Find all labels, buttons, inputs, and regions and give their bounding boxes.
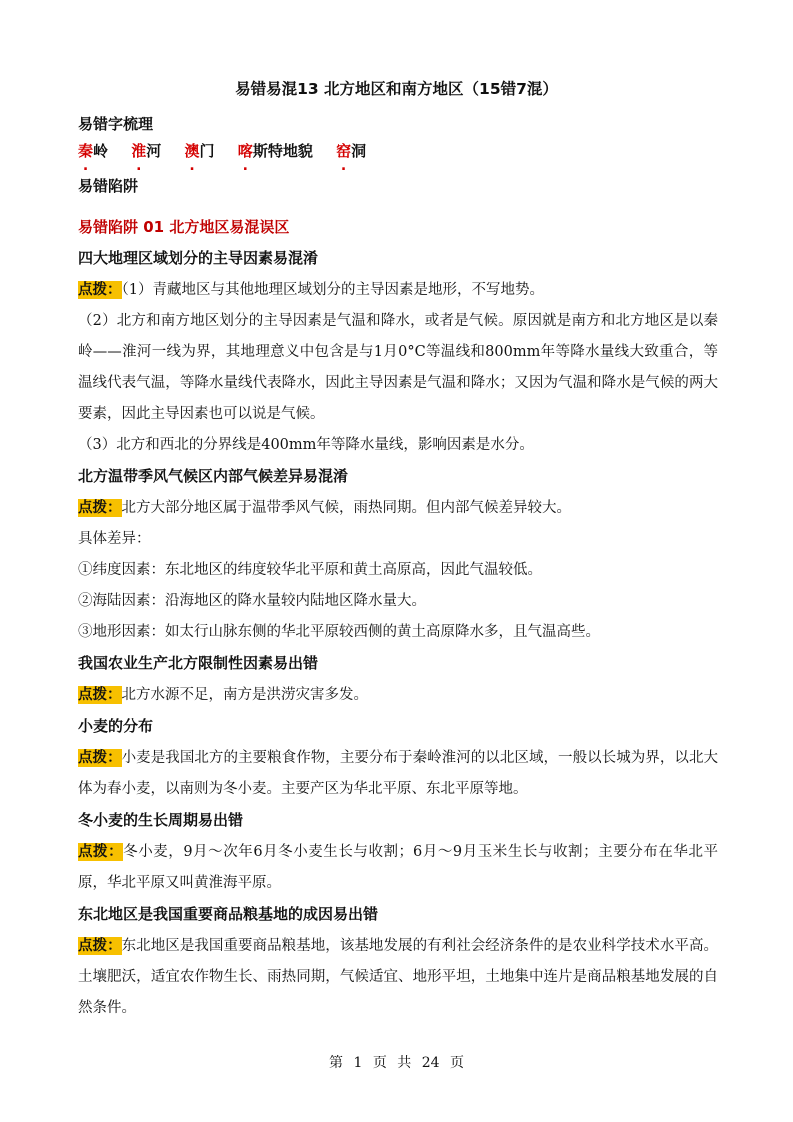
error-word: [131, 139, 161, 163]
block-heading: 东北地区是我国重要商品粮基地的成因易出错: [78, 905, 379, 923]
footer-text: 第: [328, 1055, 343, 1071]
word-rest: 岭: [93, 142, 109, 160]
block-heading: 四大地理区域划分的主导因素易混淆: [78, 249, 319, 267]
paragraph-text: 北方大部分地区属于温带季风气候，雨热同期。但内部气候差异较大。: [121, 500, 571, 516]
paragraph: 具体差异：: [78, 531, 151, 547]
hint-label: 点拨：: [78, 938, 122, 954]
page-number: 1: [353, 1055, 363, 1071]
section-heading-error-chars: 易错字梳理: [78, 115, 154, 133]
error-char: 淮: [131, 142, 147, 160]
paragraph-text: 小麦是我国北方的主要粮食作物，主要分布于秦岭淮河的以北区域，一般以长城为界，以北大体为春小麦，以南则为冬小麦。主要产区为华北平原、东北平原等地。: [78, 750, 718, 797]
word-rest: 斯特地貌: [252, 142, 313, 160]
word-rest: 河: [146, 142, 162, 160]
paragraph: [78, 743, 718, 805]
error-char: 喀: [237, 142, 253, 160]
paragraph-text: 东北地区是我国重要商品粮基地，该基地发展的有利社会经济条件的是农业科学技术水平高。土壤肥沃，适宜农作物生长、雨热同期，气候适宜、地形平坦，土地集中连片是商品粮基地发展的自然条件。: [78, 938, 718, 1016]
hint-label: 点拨：: [78, 750, 122, 766]
paragraph-text: 北方水源不足，南方是洪涝灾害多发。: [121, 687, 368, 703]
paragraph: ②海陆因素：沿海地区的降水量较内陆地区降水量大。: [78, 593, 426, 609]
hint-label: 点拨：: [78, 844, 124, 860]
paragraph: [78, 493, 718, 524]
paragraph: [78, 837, 718, 899]
error-word: [336, 139, 366, 163]
paragraph: ①纬度因素：东北地区的纬度较华北平原和黄土高原高，因此气温较低。: [78, 562, 542, 578]
error-word: [185, 139, 215, 163]
block-heading: 冬小麦的生长周期易出错: [78, 811, 244, 829]
trap-title: 易错陷阱 01 北方地区易混误区: [78, 218, 290, 236]
page-footer: [0, 1053, 793, 1073]
error-word: [78, 139, 108, 163]
paragraph: （2）北方和南方地区划分的主导因素是气温和降水，或者是气候。原因就是南方和北方地区是以秦岭——淮河一线为界，其地理意义中包含是与1月0°C等温线和800mm年等降水量线大致重合，等温线代表气温，等降水量线代表降水，因此主导因素是气温和降水；又因为气温和降水是气候的两大要素，因此主导因素也可以说是气候。: [78, 313, 718, 422]
hint-label: 点拨：: [78, 282, 122, 298]
paragraph: [78, 680, 718, 711]
footer-text: 页: [450, 1055, 464, 1071]
hint-label: 点拨：: [78, 500, 122, 516]
paragraph: [78, 931, 718, 1024]
block-heading: 北方温带季风气候区内部气候差异易混淆: [78, 467, 349, 485]
page-title: 易错易混13 北方地区和南方地区（15错7混）: [235, 80, 558, 98]
total-pages: 24: [421, 1055, 440, 1071]
paragraph: [78, 275, 718, 306]
paragraph-text: 冬小麦，9月～次年6月冬小麦生长与收割；6月～9月玉米生长与收割；主要分布在华北平原，华北平原又叫黄淮海平原。: [78, 844, 718, 891]
paragraph: ③地形因素：如太行山脉东侧的华北平原较西侧的黄土高原降水多，且气温高些。: [78, 624, 600, 640]
paragraph-text: （1）青藏地区与其他地理区域划分的主导因素是地形，不写地势。: [121, 282, 544, 298]
error-char: 澳: [184, 142, 200, 160]
block-heading: 我国农业生产北方限制性因素易出错: [78, 654, 319, 672]
section-heading-traps: 易错陷阱: [78, 177, 139, 195]
error-char: 秦: [78, 142, 94, 160]
word-rest: 洞: [351, 142, 367, 160]
footer-text: 共: [397, 1055, 412, 1071]
block-heading: 小麦的分布: [78, 717, 154, 735]
error-char: 窑: [336, 142, 352, 160]
footer-text: 页: [372, 1055, 387, 1071]
error-word: [238, 139, 313, 163]
hint-label: 点拨：: [78, 687, 122, 703]
word-rest: 门: [199, 142, 215, 160]
error-chars-list: [78, 139, 384, 163]
paragraph: （3）北方和西北的分界线是400mm年等降水量线，影响因素是水分。: [78, 437, 534, 453]
